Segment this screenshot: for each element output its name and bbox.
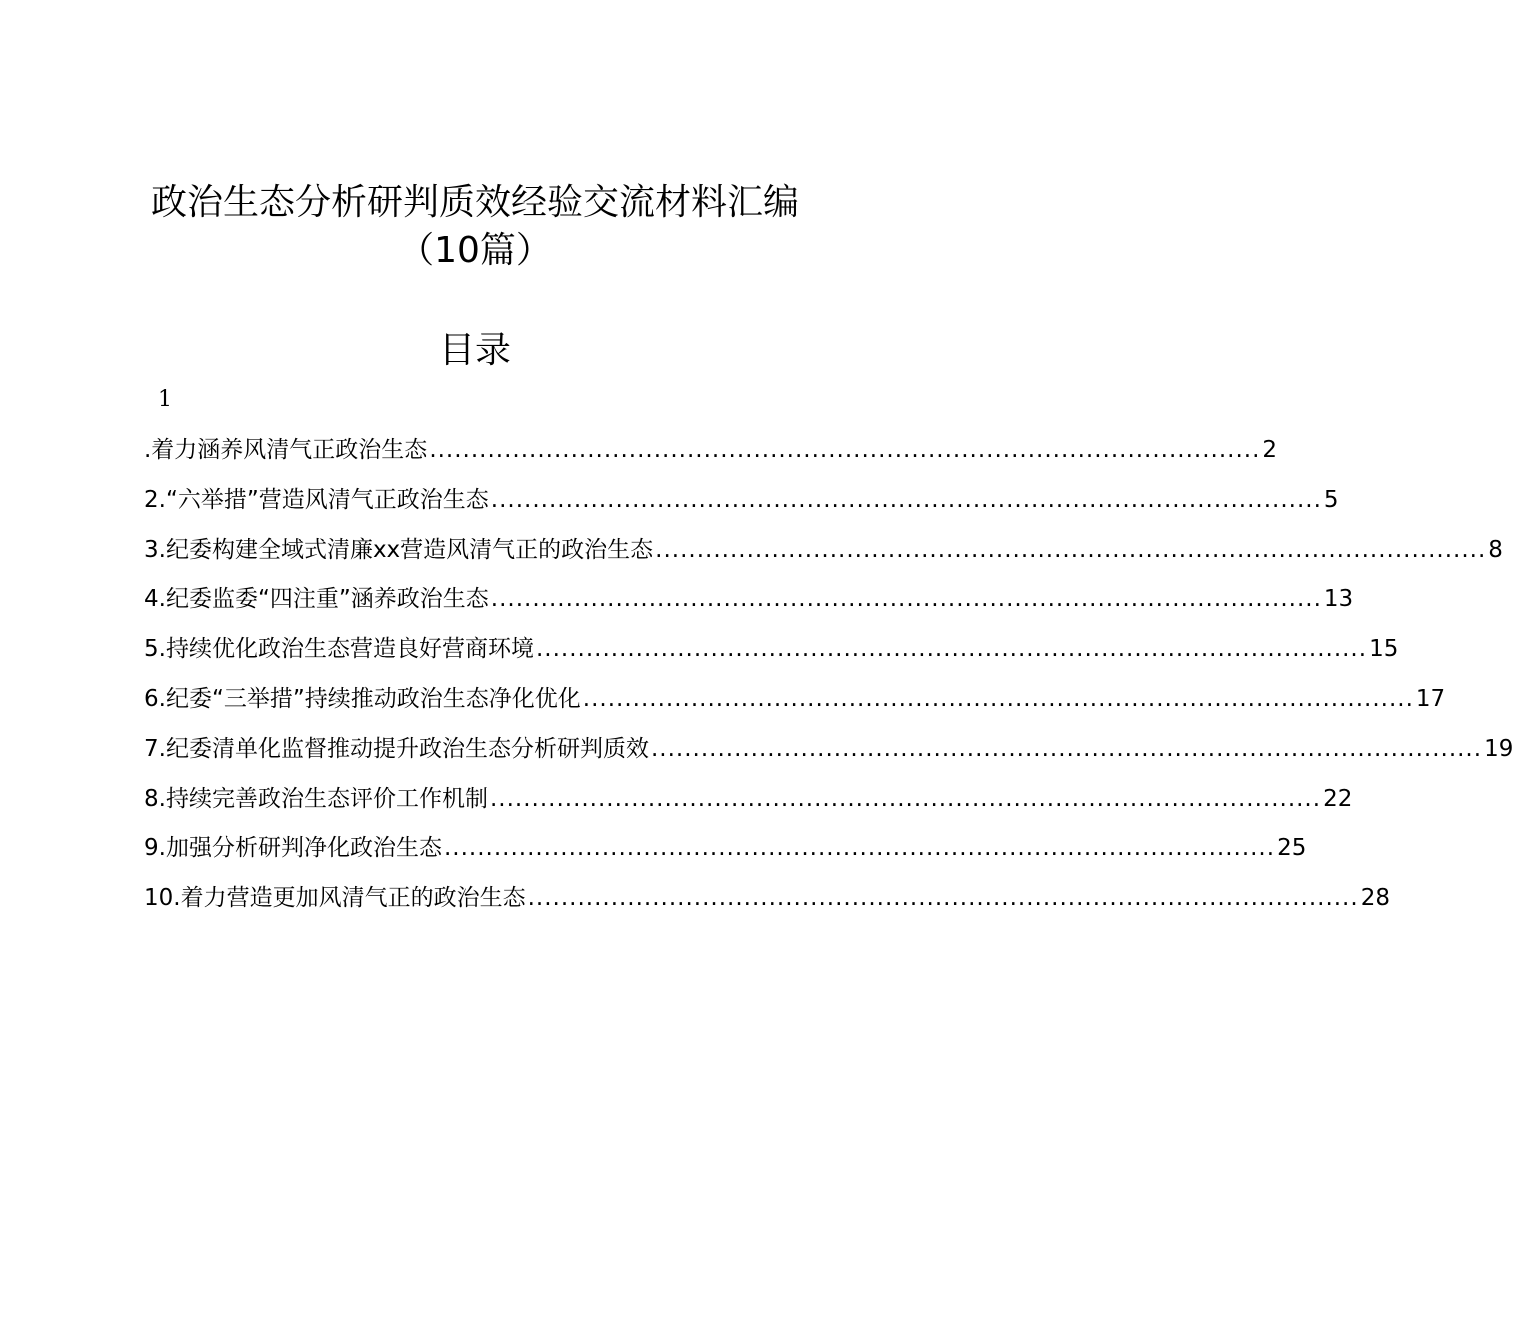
toc-entry-page: 28 — [1360, 885, 1390, 912]
toc-entry[interactable] — [144, 432, 1278, 482]
toc-entry-title: 9.加强分析研判净化政治生态 — [144, 835, 442, 862]
toc-entry[interactable] — [144, 482, 1339, 532]
toc-entry-title: 5.持续优化政治生态营造良好营商环境 — [144, 636, 534, 663]
toc-dot-leader: .................................................................................................... — [443, 835, 1276, 862]
toc-dot-leader: .................................................................................................... — [489, 785, 1322, 812]
toc-entry[interactable] — [144, 532, 1503, 582]
toc-entry-page: 2 — [1262, 437, 1278, 463]
toc-entry-page: 17 — [1415, 685, 1446, 712]
toc-entry[interactable] — [144, 880, 1390, 930]
toc-entry-page: 8 — [1488, 536, 1503, 563]
document-title: 政治生态分析研判质效经验交流材料汇编 — [150, 182, 799, 223]
toc-entry-title: 2.“六举措”营造风清气正政治生态 — [144, 486, 489, 513]
toc-entry[interactable] — [144, 830, 1307, 880]
toc-heading: 目录 — [438, 330, 511, 371]
toc-dot-leader: .................................................................................................... — [490, 486, 1322, 513]
table-of-contents — [144, 432, 1513, 930]
toc-entry-page: 5 — [1323, 486, 1339, 513]
toc-entry[interactable] — [144, 781, 1353, 831]
toc-entry[interactable] — [144, 681, 1446, 731]
toc-entry-page: 15 — [1369, 636, 1399, 663]
toc-dot-leader: .................................................................................................... — [655, 536, 1487, 563]
toc-entry-title: 8.持续完善政治生态评价工作机制 — [144, 785, 488, 812]
toc-entry-title: .着力涵养风清气正政治生态 — [144, 437, 428, 463]
toc-entry-title: 4.纪委监委“四注重”涵养政治生态 — [144, 586, 489, 613]
toc-dot-leader: .................................................................................................... — [535, 636, 1368, 663]
toc-entry-title: 7.纪委清单化监督推动提升政治生态分析研判质效 — [144, 735, 649, 762]
toc-entry-page: 19 — [1484, 735, 1513, 762]
toc-entry-title: 3.纪委构建全域式清廉xx营造风清气正的政治生态 — [144, 536, 654, 563]
toc-entry-title: 10.着力营造更加风清气正的政治生态 — [144, 885, 526, 912]
toc-dot-leader: .................................................................................................... — [527, 885, 1359, 912]
toc-dot-leader: .................................................................................................... — [429, 437, 1261, 463]
toc-dot-leader: .................................................................................................... — [490, 586, 1322, 613]
toc-entry-page: 25 — [1277, 835, 1307, 862]
toc-entry[interactable] — [144, 731, 1513, 781]
toc-dot-leader: .................................................................................................... — [650, 735, 1483, 762]
toc-entry-page: 22 — [1323, 785, 1353, 812]
toc-entry[interactable] — [144, 631, 1399, 681]
toc-entry[interactable] — [144, 581, 1354, 631]
document-subtitle: （10篇） — [398, 230, 552, 271]
toc-dot-leader: .................................................................................................... — [582, 685, 1414, 712]
toc-entry-title: 6.纪委“三举措”持续推动政治生态净化优化 — [144, 685, 581, 712]
toc-entry-page: 13 — [1323, 586, 1354, 613]
stray-number: 1 — [158, 387, 172, 412]
